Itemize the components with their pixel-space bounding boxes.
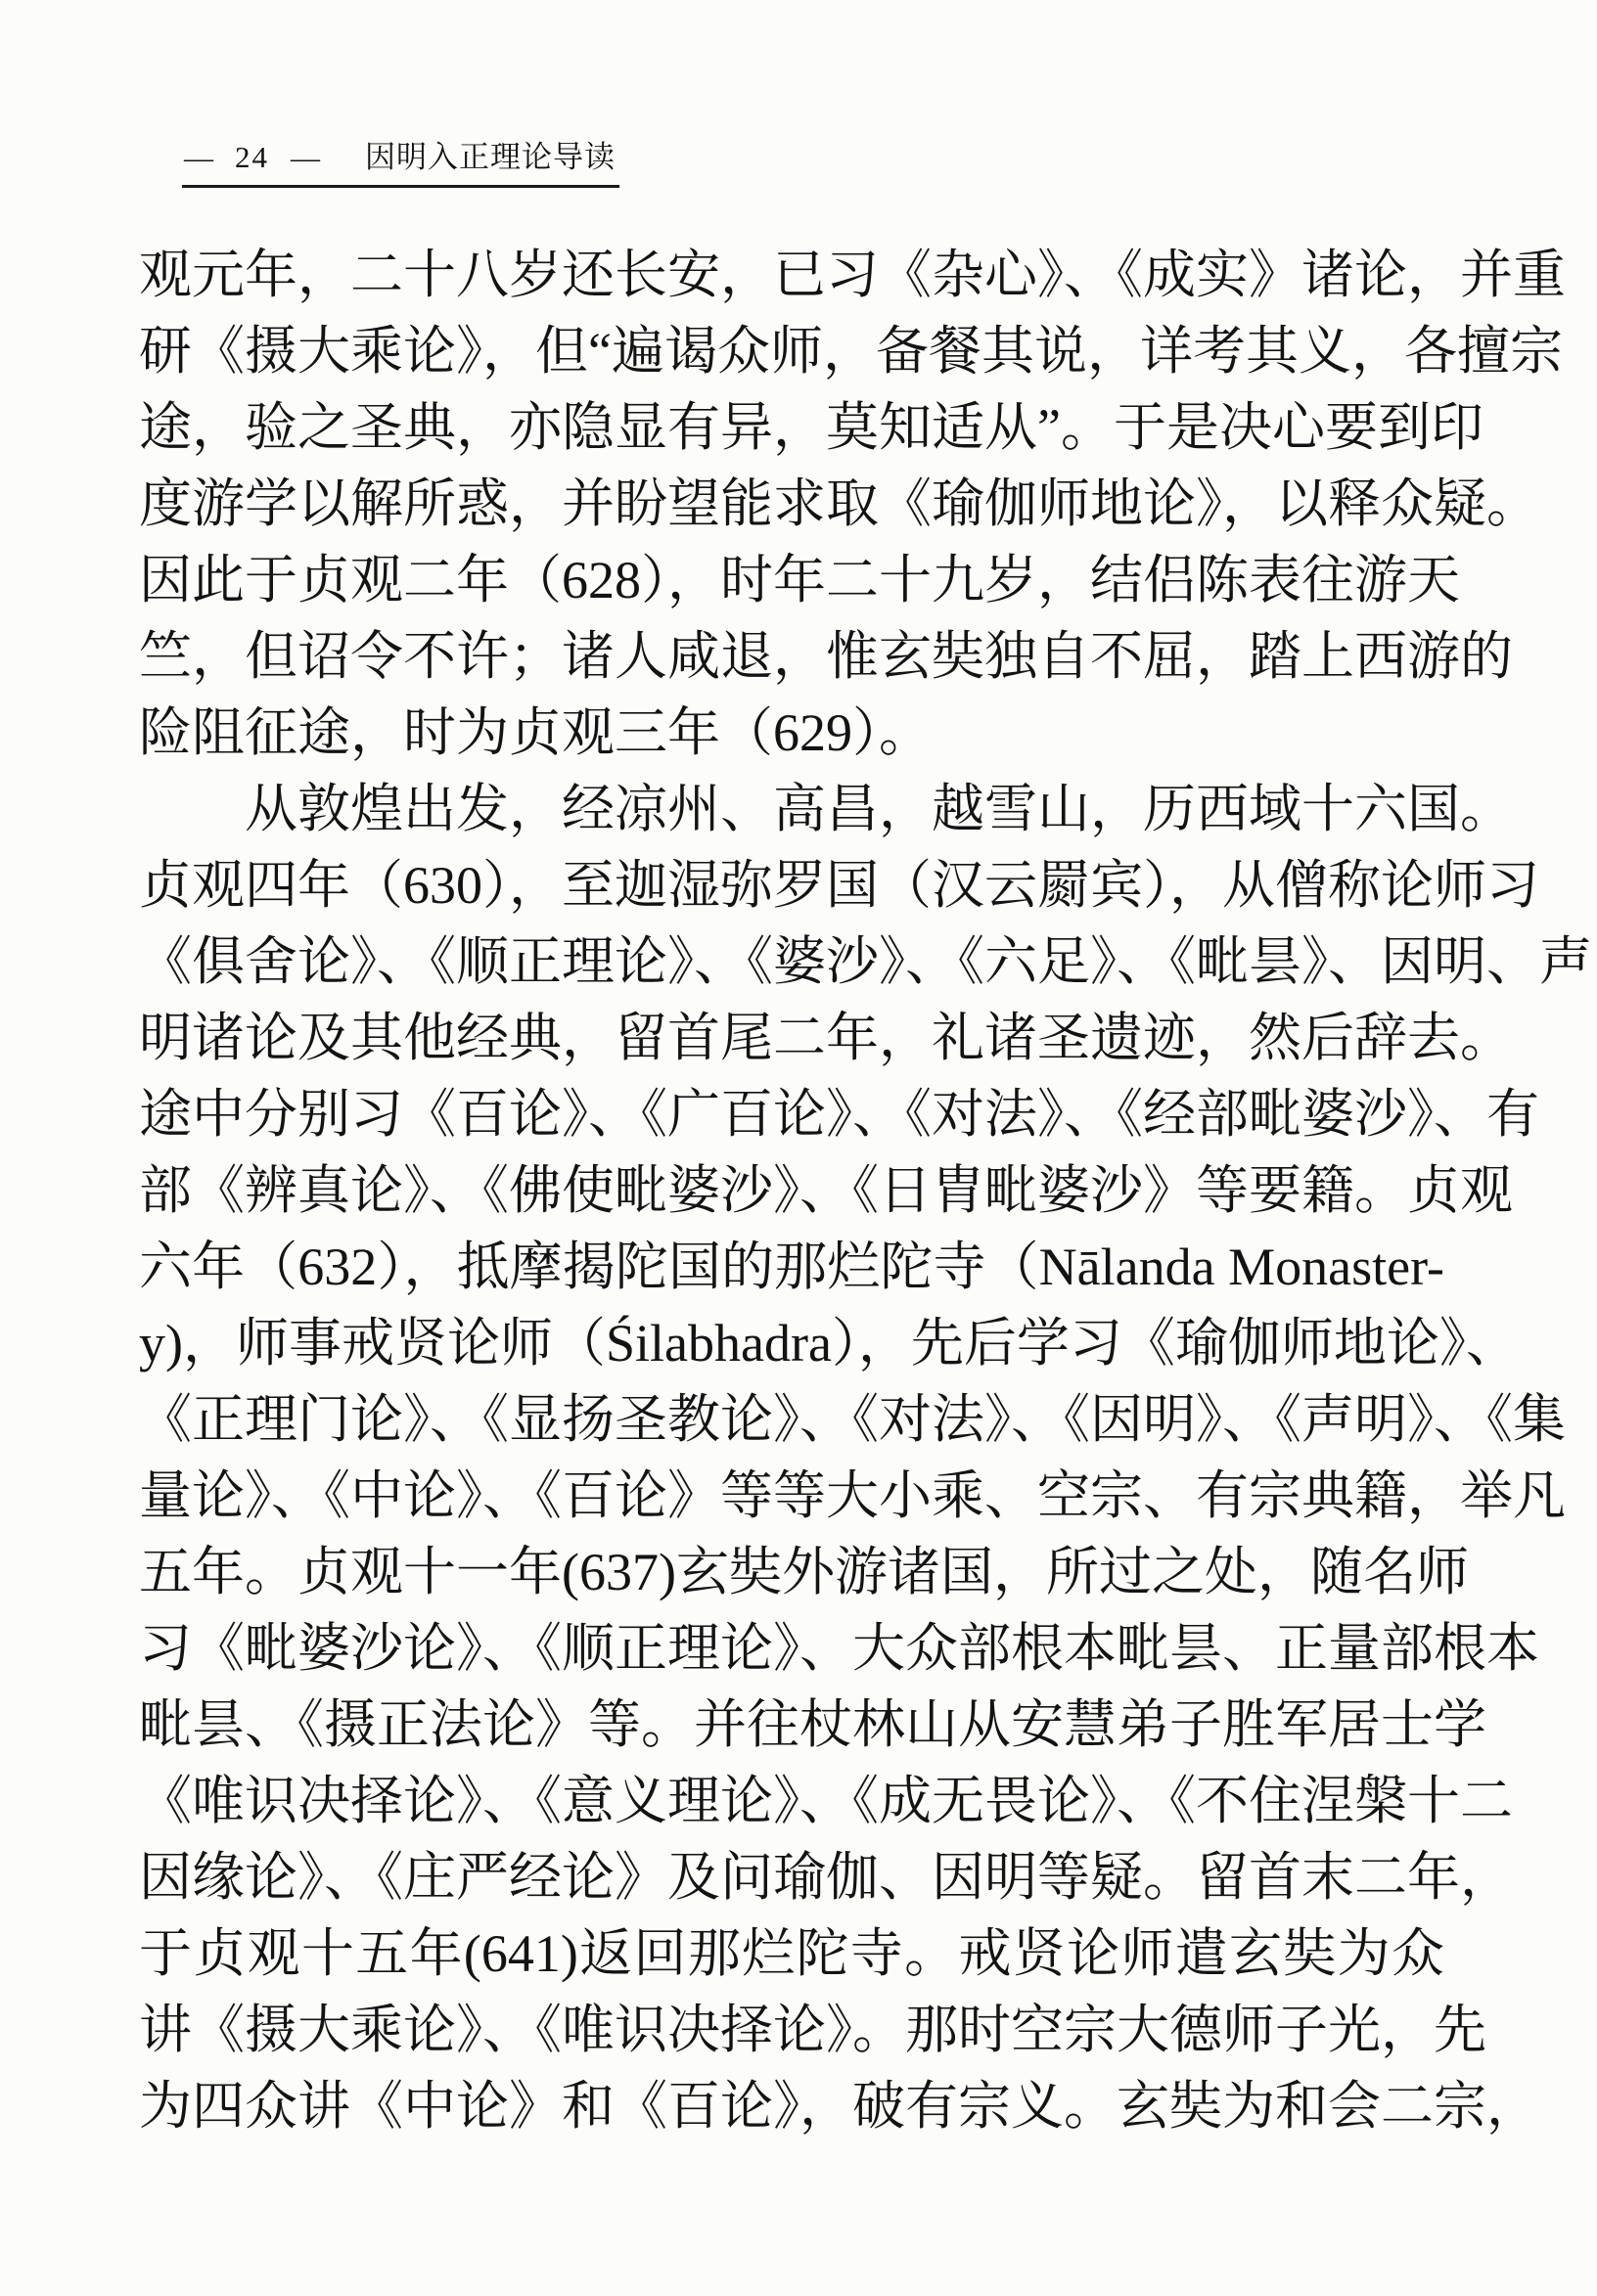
text-line: 途中分别习《百论》、《广百论》、《对法》、《经部毗婆沙》、有 — [139, 1085, 1539, 1144]
text-line: 途，验之圣典，亦隐显有异，莫知适从”。于是决心要到印 — [139, 398, 1483, 457]
text-line: 度游学以解所惑，并盼望能求取《瑜伽师地论》，以释众疑。 — [139, 474, 1539, 533]
text-line: 《唯识决择论》、《意义理论》、《成无畏论》、《不住涅槃十二 — [139, 1772, 1513, 1830]
header-left-dash: — — [184, 142, 213, 174]
text-line: 险阻征途，时为贞观三年（629）。 — [139, 703, 932, 762]
text-line: y)，师事戒贤论师（Śilabhadra），先后学习《瑜伽师地论》、 — [139, 1314, 1519, 1373]
text-line: 五年。贞观十一年(637)玄奘外游诸国，所过之处，随名师 — [139, 1543, 1469, 1601]
text-line: 贞观四年（630），至迦湿弥罗国（汉云罽宾），从僧称论师习 — [139, 856, 1539, 915]
text-line: 六年（632），抵摩揭陀国的那烂陀寺（Nālanda Monaster- — [139, 1238, 1444, 1296]
text-line: 于贞观十五年(641)返回那烂陀寺。戒贤论师遣玄奘为众 — [139, 1924, 1444, 1983]
text-line: 《俱舍论》、《顺正理论》、《婆沙》、《六足》、《毗昙》、因明、声 — [139, 932, 1592, 991]
text-line: 观元年，二十八岁还长安，已习《杂心》、《成实》诸论，并重 — [139, 246, 1566, 304]
page-number: 24 — [235, 140, 269, 174]
text-line: 部《辨真论》、《佛使毗婆沙》、《日胄毗婆沙》等要籍。贞观 — [139, 1161, 1513, 1220]
text-line: 明诸论及其他经典，留首尾二年，礼诸圣遗迹，然后辞去。 — [139, 1009, 1513, 1067]
text-line: 习《毗婆沙论》、《顺正理论》、大众部根本毗昙、正量部根本 — [139, 1619, 1539, 1678]
text-line: 研《摄大乘论》，但“遍谒众师，备餐其说，详考其义，各擅宗 — [139, 322, 1563, 381]
header-right-dash: — — [291, 142, 320, 174]
running-head — [182, 141, 619, 188]
text-line: 《正理门论》、《显扬圣教论》、《对法》、《因明》、《声明》、《集 — [139, 1390, 1566, 1449]
text-line: 量论》、《中论》、《百论》等等大小乘、空宗、有宗典籍，举凡 — [139, 1466, 1566, 1525]
text-line: 因缘论》、《庄严经论》及问瑜伽、因明等疑。留首末二年， — [139, 1848, 1513, 1907]
text-line: 为四众讲《中论》和《百论》，破有宗义。玄奘为和会二宗， — [139, 2077, 1539, 2136]
text-line: 从敦煌出发，经凉州、高昌，越雪山，历西域十六国。 — [245, 780, 1513, 838]
text-line: 因此于贞观二年（628），时年二十九岁，结侣陈表往游天 — [139, 551, 1460, 609]
text-line: 竺，但诏令不许；诸人咸退，惟玄奘独自不屈，踏上西游的 — [139, 627, 1513, 686]
text-line: 毗昙、《摄正法论》等。并往杖林山从安慧弟子胜军居士学 — [139, 1695, 1486, 1754]
text-line: 讲《摄大乘论》、《唯识决择论》。那时空宗大德师子光，先 — [139, 2001, 1486, 2059]
book-title: 因明入正理论导读 — [365, 140, 616, 174]
body-text — [139, 237, 1592, 2144]
